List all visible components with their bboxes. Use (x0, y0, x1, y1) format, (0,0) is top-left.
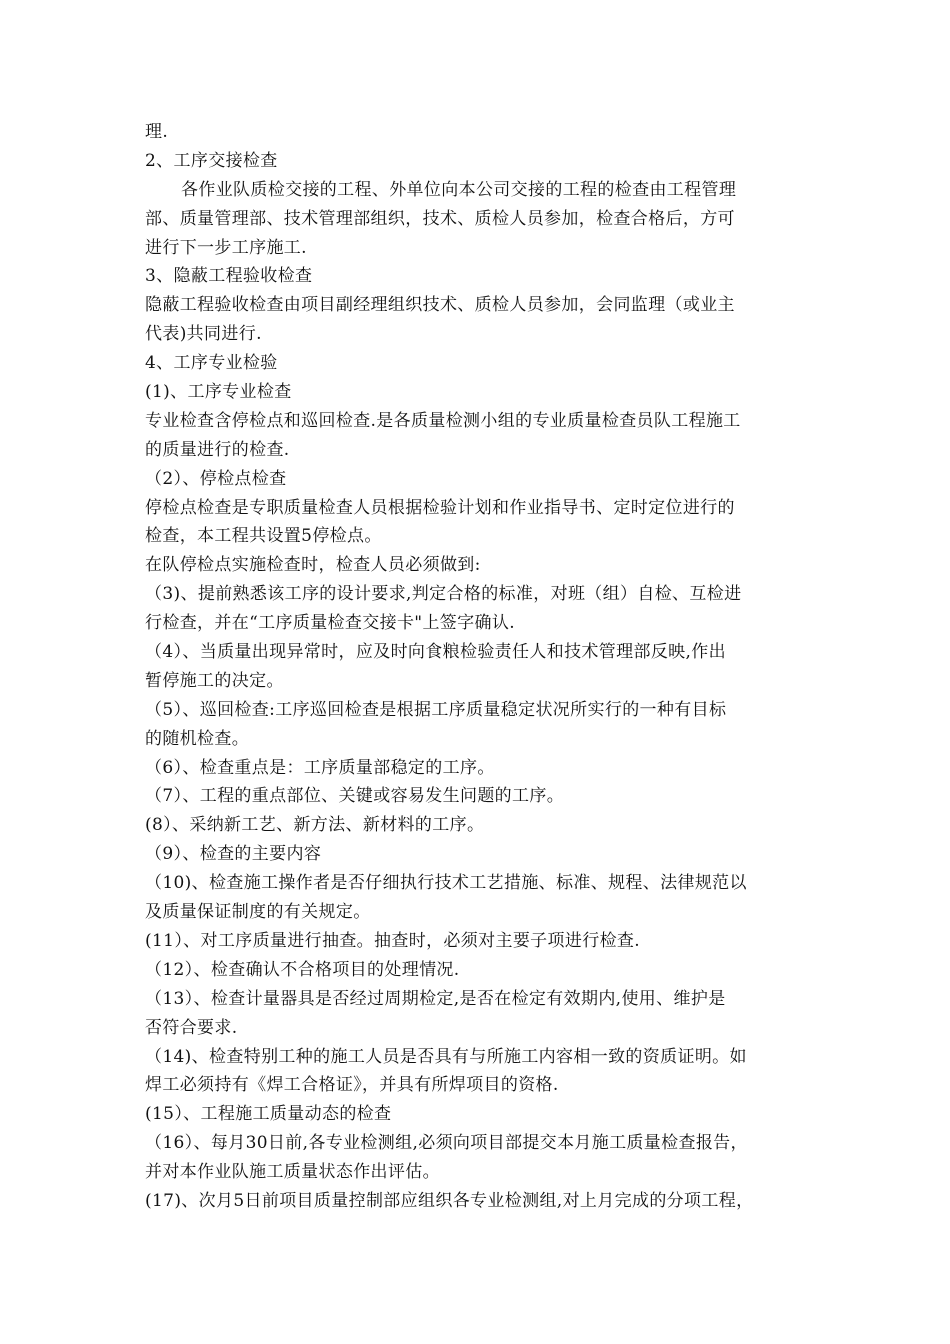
text-line: 2、工序交接检查 (145, 150, 278, 171)
text-line: （2）、停检点检查 (145, 468, 287, 489)
text-line: （14)、检查特别工种的施工人员是否具有与所施工内容相一致的资质证明。如 (145, 1046, 747, 1067)
text-line: 暂停施工的决定。 (145, 670, 284, 691)
text-line: (11）、对工序质量进行抽查。抽查时，必须对主要子项进行检查. (145, 930, 641, 951)
text-line: （3)、提前熟悉该工序的设计要求,判定合格的标准，对班（组）自检、互检进 (145, 584, 742, 605)
text-line: 4、工序专业检验 (145, 353, 278, 374)
text-line: （9）、检查的主要内容 (145, 844, 322, 865)
text-line: 的质量进行的检查. (145, 439, 290, 460)
text-line: 专业检查含停检点和巡回检查.是各质量检测小组的专业质量检查员队工程施工 (145, 410, 741, 431)
text-line: 焊工必须持有《焊工合格证》，并具有所焊项目的资格. (145, 1075, 559, 1096)
text-line: (15）、工程施工质量动态的检查 (145, 1104, 392, 1125)
text-line: （4）、当质量出现异常时，应及时向食粮检验责任人和技术管理部反映,作出 (145, 642, 726, 663)
text-line: (17)、次月5日前项目质量控制部应组织各专业检测组,对上月完成的分项工程， (145, 1190, 754, 1211)
text-line: 理. (145, 122, 169, 142)
text-line: 及质量保证制度的有关规定。 (145, 902, 371, 923)
text-line: （7）、工程的重点部位、关键或容易发生问题的工序。 (145, 786, 565, 807)
text-line: 隐蔽工程验收检查由项目副经理组织技术、质检人员参加，会同监理（或业主 (145, 295, 735, 316)
document-body (145, 118, 815, 1216)
text-line: 3、隐蔽工程验收检查 (145, 266, 313, 287)
text-line: （6）、检查重点是：工序质量部稳定的工序。 (145, 757, 495, 778)
text-line: 行检查，并在“工序质量检查交接卡"上签字确认. (145, 613, 515, 634)
text-line: (1)、工序专业检查 (145, 382, 292, 403)
text-line: （13）、检查计量器具是否经过周期检定,是否在检定有效期内,使用、维护是 (145, 988, 726, 1009)
text-line: （10)、检查施工操作者是否仔细执行技术工艺措施、标准、规程、法律规范以 (145, 873, 747, 894)
text-line: 停检点检查是专职质量检查人员根据检验计划和作业指导书、定时定位进行的 (145, 497, 735, 518)
text-line: （16）、每月30日前,各专业检测组,必须向项目部提交本月施工质量检查报告， (145, 1133, 748, 1154)
text-line: （12）、检查确认不合格项目的处理情况. (145, 959, 460, 980)
text-line: （5）、巡回检查:工序巡回检查是根据工序质量稳定状况所实行的一种有目标 (145, 699, 727, 720)
text-line: 的随机检查。 (145, 728, 250, 749)
text-line: 在队停检点实施检查时，检查人员必须做到: (145, 555, 481, 576)
text-line: (8）、采纳新工艺、新方法、新材料的工序。 (145, 815, 485, 836)
text-line: 各作业队质检交接的工程、外单位向本公司交接的工程的检查由工程管理 (181, 179, 737, 200)
text-line: 并对本作业队施工质量状态作出评估。 (145, 1162, 440, 1183)
text-line: 部、质量管理部、技术管理部组织，技术、质检人员参加，检查合格后，方可 (145, 208, 735, 229)
text-line: 否符合要求. (145, 1017, 238, 1038)
text-line: 进行下一步工序施工. (145, 237, 307, 258)
text-line: 代表)共同进行. (145, 324, 262, 345)
text-line: 检查，本工程共设置5停检点。 (145, 526, 382, 547)
